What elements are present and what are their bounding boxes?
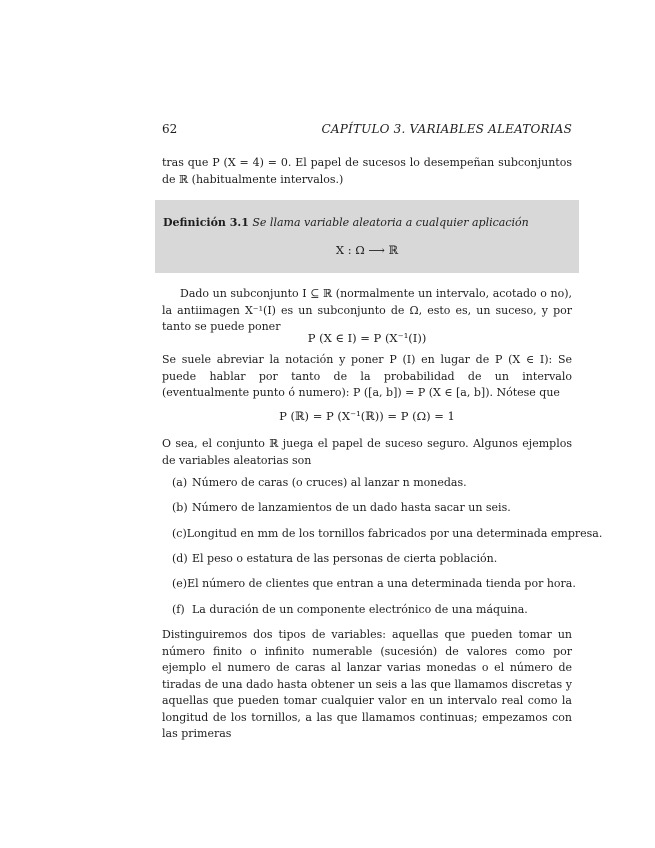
variable-types-paragraph: Distinguiremos dos tipos de variables: aquellas que pueden tomar un número finito o infinito numerable (sucesión) de valores como por ejemplo el numero de caras al lanzar varias monedas o el número de tiradas de una dado hasta obtener un seis a las que llamamos discretas y aquellas que pueden tomar cualquier valor en un intervalo real como la longitud de los tornillos, a las que llamamos continuas; empezamos con las primeras — [162, 628, 572, 740]
list-item-text: El peso o estatura de las personas de cierta población. — [192, 552, 498, 565]
definition-box — [155, 200, 579, 273]
list-item-label: (e) — [172, 577, 188, 590]
running-title: CAPÍTULO 3. VARIABLES ALEATORIAS — [321, 122, 572, 136]
equation-probability-preimage: P (X ∈ I) = P (X⁻¹(I)) — [307, 331, 427, 345]
equation-sure-event: P (ℝ) = P (X⁻¹(ℝ)) = P (Ω) = 1 — [279, 409, 455, 423]
list-item-text: Longitud en mm de los tornillos fabricados por una determinada empresa. — [186, 527, 603, 540]
list-item-text: Número de lanzamientos de un dado hasta sacar un seis. — [192, 501, 511, 514]
list-item — [172, 501, 572, 514]
list-item-text: La duración de un componente electrónico de una máquina. — [192, 603, 528, 616]
intro-paragraph: tras que P (X = 4) = 0. El papel de sucesos lo desempeñan subconjuntos de ℝ (habitualmente intervalos.) — [162, 156, 572, 186]
list-item — [172, 476, 572, 489]
list-item-label: (d) — [172, 552, 188, 565]
list-item — [172, 527, 603, 540]
notation-paragraph: Se suele abreviar la notación y poner P (I) en lugar de P (X ∈ I): Se puede hablar por tanto de la probabilidad de un intervalo (eventualmente punto ó numero): P ([a, b]) = P (X ∈ [a, b]). Nótese que — [162, 353, 572, 399]
definition-equation: X : Ω ⟶ ℝ — [335, 243, 399, 257]
list-item — [172, 603, 572, 616]
examples-intro-paragraph: O sea, el conjunto ℝ juega el papel de suceso seguro. Algunos ejemplos de variables aleatorias son — [162, 437, 572, 467]
list-item-label: (b) — [172, 501, 188, 514]
list-item-label: (c) — [172, 527, 187, 540]
definition-heading: Definición 3.1 — [163, 216, 249, 229]
list-item-label: (f) — [172, 603, 185, 616]
list-item-label: (a) — [172, 476, 188, 489]
list-item-text: El número de clientes que entran a una determinada tienda por hora. — [187, 577, 576, 590]
list-item-text: Número de caras (o cruces) al lanzar n monedas. — [192, 476, 467, 489]
list-item — [172, 552, 572, 565]
page-header — [162, 122, 572, 136]
list-item — [172, 577, 576, 590]
definition-line — [163, 216, 529, 229]
preimage-paragraph: Dado un subconjunto I ⊆ ℝ (normalmente un intervalo, acotado o no), la antiimagen X⁻¹(I) es un subconjunto de Ω, esto es, un suceso, y por tanto se puede poner — [162, 287, 572, 333]
page-number: 62 — [162, 122, 178, 136]
definition-text: Se llama variable aleatoria a cualquier aplicación — [252, 216, 529, 229]
